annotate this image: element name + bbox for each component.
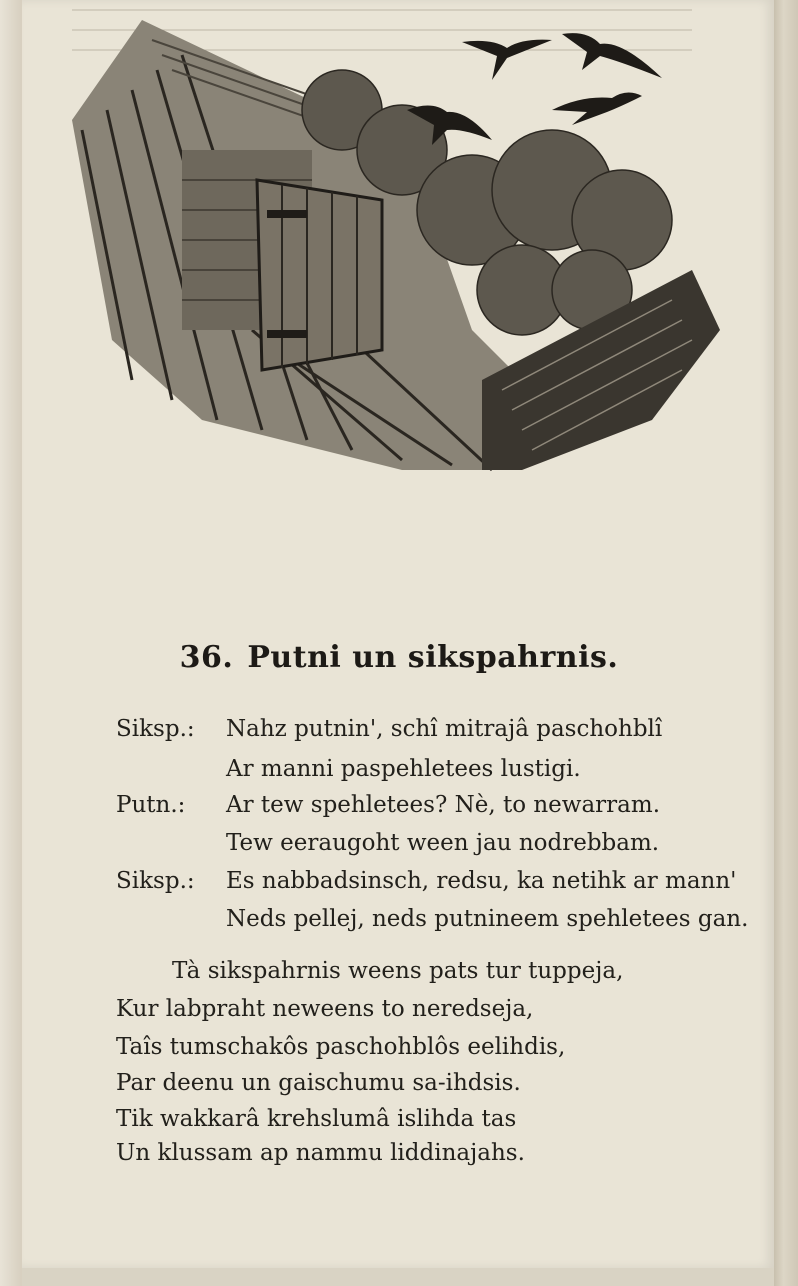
- dialogue-line: Ar manni paspehletees lustigi.: [226, 756, 581, 782]
- dialogue-line: Nahz putnin', schî mitrajâ paschohblî: [226, 716, 663, 742]
- speaker-label: Putn.:: [116, 792, 186, 818]
- roof-birds-engraving: [52, 0, 720, 480]
- verse-line: Tà sikspahrnis weens pats tur tuppeja,: [172, 958, 624, 984]
- poem-title-text: Putni un sikspahrnis.: [247, 640, 619, 675]
- verse-line: Un klussam ap nammu liddinajahs.: [116, 1140, 525, 1166]
- verse-line: Par deenu un gaischumu sa-ihdsis.: [116, 1070, 521, 1096]
- speaker-label: Siksp.:: [116, 868, 195, 894]
- dialogue-line: Ar tew spehletees? Nè, to newarram.: [226, 792, 661, 818]
- verse-line: Kur labpraht neweens to neredseja,: [116, 996, 534, 1022]
- dialogue-line: Neds pellej, neds putnineem spehletees gan.: [226, 906, 749, 932]
- speaker-label: Siksp.:: [116, 716, 195, 742]
- verse-line: Taîs tumschakôs paschohblôs eelihdis,: [116, 1034, 566, 1060]
- poem-number: 36.: [179, 640, 234, 675]
- poem-title: [0, 640, 798, 675]
- dialogue-line: Es nabbadsinsch, redsu, ka netihk ar mann': [226, 868, 737, 894]
- dialogue-line: Tew eeraugoht ween jau nodrebbam.: [226, 830, 660, 856]
- verse-line: Tik wakkarâ krehslumâ islihda tas: [116, 1106, 517, 1132]
